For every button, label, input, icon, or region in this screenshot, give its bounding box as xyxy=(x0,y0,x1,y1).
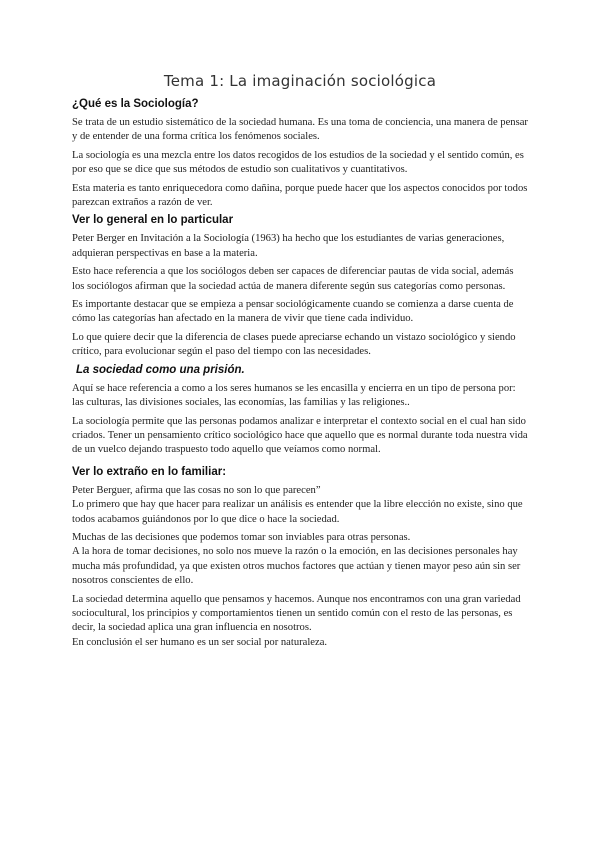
paragraph: Esta materia es tanto enriquecedora como dañina, porque puede hacer que los aspectos conocidos por todos parezcan extraños a razón de ver. xyxy=(72,182,528,209)
section-heading-extrano-familiar: Ver lo extraño en lo familiar: xyxy=(72,465,227,478)
paragraph: La sociedad determina aquello que pensamos y hacemos. Aunque nos encontramos con una gran variedad sociocultural, los principios y comportamientos tienen un sentido común con el resto de las personas, es decir, la sociedad aplica una gran influencia en nosotros. xyxy=(72,593,521,634)
section-heading-que-es: ¿Qué es la Sociología? xyxy=(72,98,199,110)
paragraph: Es importante destacar que se empieza a pensar sociológicamente cuando se comienza a darse cuenta de cómo las categorías han afectado en la manera de vivir que tiene cada individuo. xyxy=(72,299,514,325)
paragraph: Peter Berger en Invitación a la Sociología (1963) ha hecho que los estudiantes de varias generaciones, adquieran perspectivas en base a la materia. xyxy=(72,233,505,259)
document-title: Tema 1: La imaginación sociológica xyxy=(163,72,437,90)
paragraph: Se trata de un estudio sistemático de la sociedad humana. Es una toma de conciencia, una manera de pensar y de entender de una forma crítica los fenómenos sociales. xyxy=(72,117,528,143)
paragraph: Lo primero que hay que hacer para realizar un análisis es entender que la libre elección no existe, sino que todos acabamos guiándonos por lo que dice o hace la sociedad. xyxy=(72,499,523,525)
paragraph: La sociología es una mezcla entre los datos recogidos de los estudios de la sociedad y el sentido común, es por eso que se dice que sus métodos de estudio son cualitativos y cuantitativos. xyxy=(72,149,524,176)
paragraph: Peter Berguer, afirma que las cosas no son lo que parecen” xyxy=(72,484,321,496)
section-heading-general-particular: Ver lo general en lo particular xyxy=(72,214,234,227)
paragraph: En conclusión el ser humano es un ser social por naturaleza. xyxy=(72,636,328,648)
section-heading-prision: La sociedad como una prisión. xyxy=(76,363,245,376)
paragraph: Aquí se hace referencia a como a los seres humanos se les encasilla y encierra en un tipo de persona por: las culturas, las divisiones sociales, las economías, las familias y las religiones.. xyxy=(72,382,516,409)
paragraph: Lo que quiere decir que la diferencia de clases puede apreciarse echando un vistazo sociológico y siendo crítico, para evolucionar según el paso del tiempo con las necesidades. xyxy=(72,331,516,358)
paragraph: La sociología permite que las personas podamos analizar e interpretar el contexto social en el cual han sido criados. Tener un pensamiento crítico sociológico hace que aquello que es normal durante toda nuestra vida de un vuelco dejando traspuesto todo aquello que veíamos como normal. xyxy=(72,415,528,456)
paragraph: Muchas de las decisiones que podemos tomar son inviables para otras personas. xyxy=(72,531,411,543)
paragraph: Esto hace referencia a que los sociólogos deben ser capaces de diferenciar pautas de vida social, además los sociólogos afirman que la sociedad actúa de manera diferente según sus categorías como personas. xyxy=(72,266,514,292)
paragraph: A la hora de tomar decisiones, no solo nos mueve la razón o la emoción, en las decisiones personales hay mucha más profundidad, ya que existen otros muchos factores que actúan y tienen mayor peso aún sin ser nosotros conscientes de ello. xyxy=(72,546,521,587)
document-body xyxy=(72,98,528,654)
